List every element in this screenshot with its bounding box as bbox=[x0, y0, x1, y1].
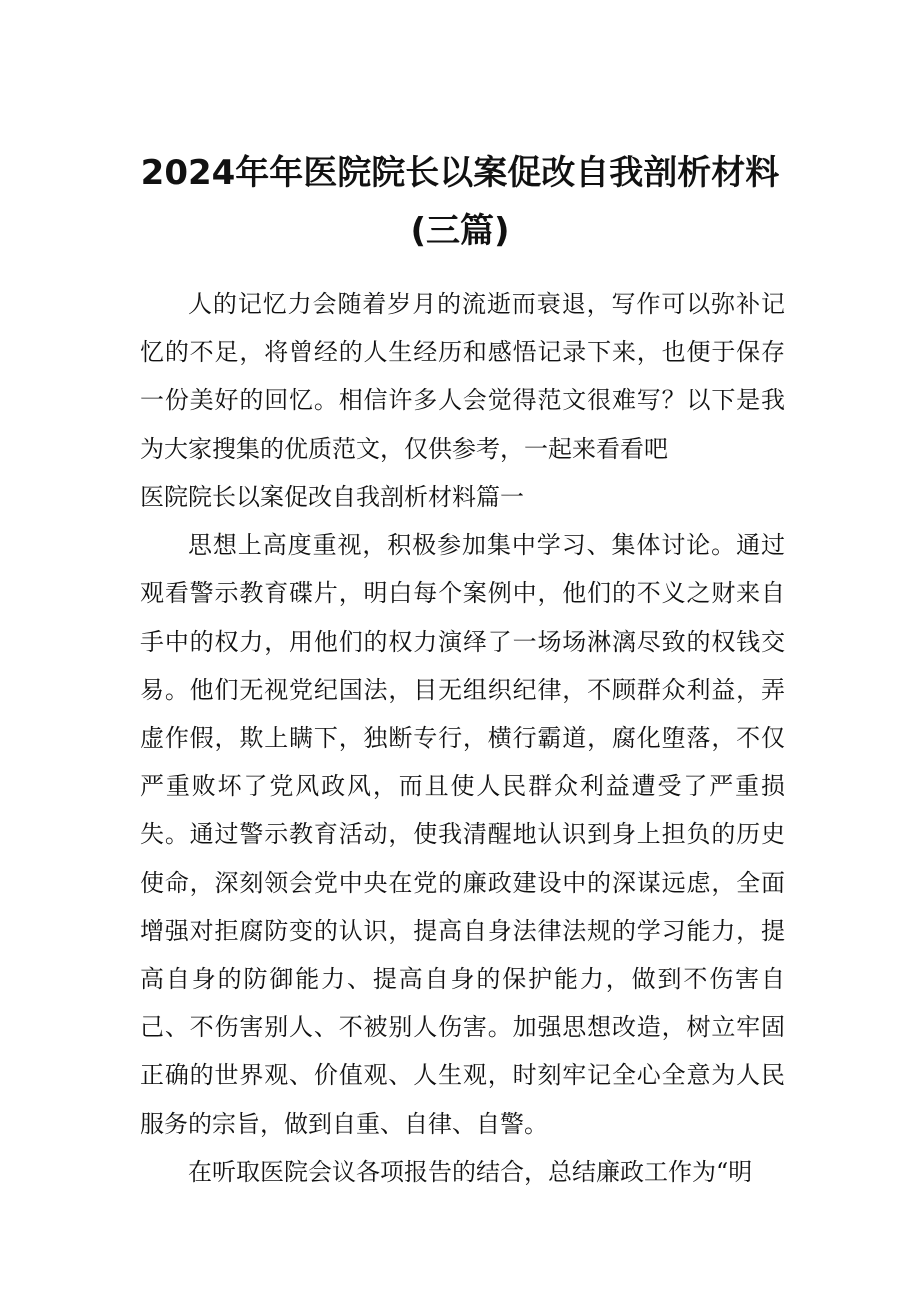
section-one-continued bbox=[140, 1148, 785, 1196]
body-paragraph: 思想上高度重视，积极参加集中学习、集体讨论。通过观看警示教育碟片，明白每个案例中，他们的不义之财来自手中的权力，用他们的权力演绎了一场场淋漓尽致的权钱交易。他们无视党纪国法，目无组织纪律，不顾群众利益，弄虚作假，欺上瞒下，独断专行，横行霸道，腐化堕落，不仅严重败坏了党风政风，而且使人民群众利益遭受了严重损失。通过警示教育活动，使我清醒地认识到身上担负的历史使命，深刻领会党中央在党的廉政建设中的深谋远虑，全面增强对拒腐防变的认识，提高自身法律法规的学习能力，提高自身的防御能力、提高自身的保护能力，做到不伤害自己、不伤害别人、不被别人伤害。加强思想改造，树立牢固正确的世界观、价值观、人生观，时刻牢记全心全意为人民服务的宗旨，做到自重、自律、自警。 bbox=[140, 531, 785, 1138]
section-one bbox=[140, 473, 785, 1148]
intro-paragraph: 人的记忆力会随着岁月的流逝而衰退，写作可以弥补记忆的不足，将曾经的人生经历和感悟记录下来，也便于保存一份美好的回忆。相信许多人会觉得范文很难写？以下是我为大家搜集的优质范文，仅供参考，一起来看看吧 bbox=[140, 290, 785, 463]
body-paragraph: 在听取医院会议各项报告的结合，总结廉政工作为“明 bbox=[188, 1158, 753, 1186]
intro-block bbox=[140, 280, 785, 473]
document-title: 2024年年医院院长以案促改自我剖析材料 bbox=[140, 153, 780, 193]
document-title-subtitle: (三篇) bbox=[410, 211, 510, 251]
section-heading: 医院院长以案促改自我剖析材料篇一 bbox=[140, 483, 524, 511]
